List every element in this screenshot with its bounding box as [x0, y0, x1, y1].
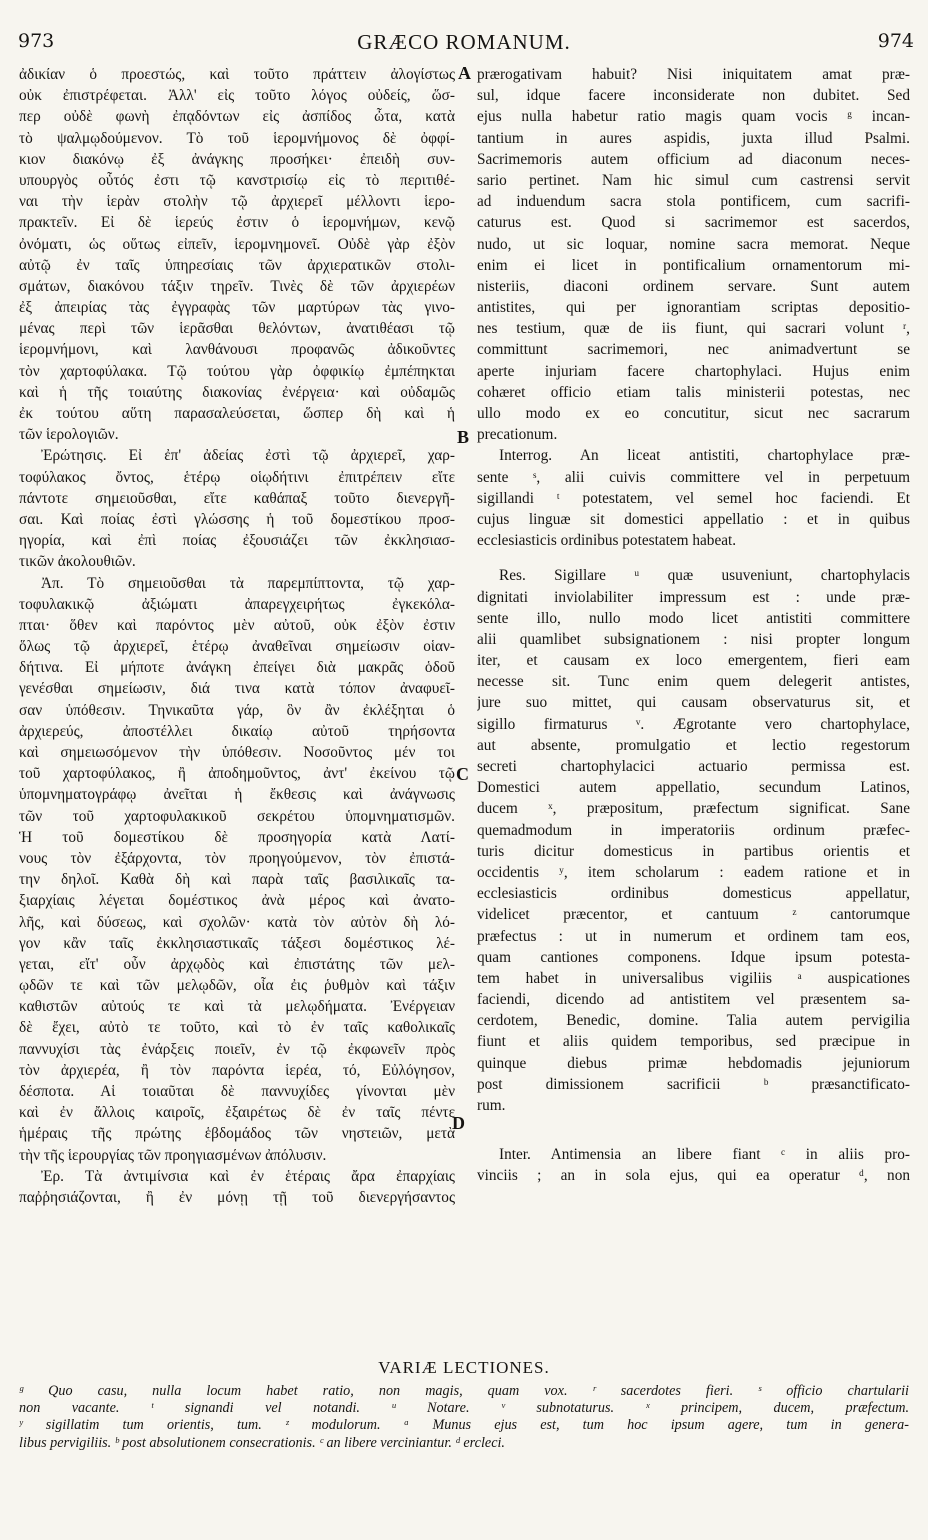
greek-text-line: πται· ὅθεν καὶ παρόντος μὲν αὐτοῦ, οὐκ ἐξὸν ἐστιν: [19, 616, 455, 634]
latin-text-line: ullo modo ex eo concutitur, sicut nec sacrarum: [477, 405, 910, 422]
latin-text-line: dignitati inviolabiliter impressum est : unde præ-: [477, 588, 910, 606]
greek-text-line: τοῦ χαρτοφύλακος, ἢ ἀποδημοῦντος, ἀντ' ἐκείνου τῷ: [19, 765, 455, 783]
greek-text-line: νους τὸν ἐξάρχοντα, τὸν προηγούμενον, τὸν ἐπιστά-: [19, 849, 455, 867]
greek-text-line: τοφύλακος ὄντος, ἑτέρῳ οἱῳδήτινι ἐπιτρέπειν εἴτε: [19, 468, 455, 486]
greek-text-line: σαν ὑπόθεσιν. Τηνικαῦτα γάρ, ὃν ἂν ἐκλέξηται ὁ: [19, 701, 455, 719]
greek-text-line: δὲ ἔχει, αὐτὸ τε τοῦτο, καὶ τὸ ἐν ταῖς καθολικαῖς: [19, 1019, 455, 1037]
variant-readings-title: VARIÆ LECTIONES.: [378, 1358, 550, 1377]
latin-text-line: Inter. Antimensia an libere fiant ᶜ in aliis pro-: [499, 1146, 910, 1164]
margin-marker-d: D: [452, 1113, 465, 1133]
latin-text-line: aperte injuriam facere chartophylaci. Hujus enim: [477, 362, 910, 380]
left-page-number: 973: [18, 30, 55, 52]
variant-note-line: non vacante. ᵗ signandi vel notandi. ᵘ Notare. ᵛ subnotaturus. ˣ principem, ducem, præfectum.: [19, 1400, 909, 1417]
latin-text-line: nisteriis, diaconi ordinem servare. Sunt autem: [477, 277, 910, 295]
margin-marker-b: B: [457, 427, 470, 447]
variant-readings-notes: [19, 1383, 909, 1452]
margin-marker-c: C: [456, 764, 469, 784]
latin-text-line: ecclesiasticis ordinibus potestatem habeat.: [477, 532, 737, 550]
greek-text-line: Ἡ τοῦ δομεστίκου δὲ προσηγορία κατὰ Λατί-: [19, 828, 455, 846]
greek-text-line: ηγορία, καὶ ἐπὶ ποίας ἐξουσιάζει τῶν ἐκκλησιασ-: [19, 532, 455, 550]
greek-text-line: τῶν τοῦ χαρτοφυλακικοῦ σεκρέτου ὑπομνηματισμῶν.: [19, 807, 455, 825]
greek-text-line: τὸ ψαλμῳδούμενον. Τὸ τοῦ ἱερομνήμονος δὲ ὀφφί-: [19, 129, 455, 147]
latin-text-line: occidentis ʸ, item scholarum : eadem ratione et in: [477, 863, 910, 881]
latin-text-line: jure suo mittet, qui causam observaturus sit, et: [477, 694, 910, 712]
greek-text-line: τῶν ἱερολογιῶν.: [19, 426, 119, 444]
greek-text-line: παῤῥησιάζονται, ἢ ἐν μόνῃ τῇ τοῦ διενεργήσαντος: [19, 1188, 455, 1206]
latin-text-line: quam cantiones componens. Idque ipsum potesta-: [477, 948, 910, 966]
latin-text-line: sigillo firmaturus ᵛ. Ægrotante vero chartophylace,: [477, 715, 910, 733]
variant-note-line: ʸ sigillatim tum orientis, tum. ᶻ modulorum. ᵃ Munus ejus est, tum hoc ipsum agere, tum in genera-: [19, 1417, 909, 1434]
latin-text-line: necesse sit. Tunc enim quem delegerit antistes,: [477, 673, 910, 691]
latin-text-line: post dimissionem sacrificii ᵇ præsanctificato-: [477, 1075, 910, 1093]
latin-text-line: sigillandi ᵗ potestatem, vel semel hoc faciendi. Et: [477, 489, 910, 507]
greek-text-line: ἐξ ἀπειρίας τὰς ἐγγραφὰς τῶν μαρτύρων τὰς γινο-: [19, 299, 455, 317]
latin-text-line: nudo, ut sic loquar, nomine sacra memorat. Neque: [477, 235, 910, 253]
greek-text-line: γον κἂν ταῖς ἐκκλησιαστικαῖς τάξεσι δομέστικος λέ-: [19, 934, 455, 952]
greek-text-line: δέσποτα. Αἱ τοιαῦται δὲ παννυχίδες γίνονται μὲν: [19, 1083, 455, 1100]
latin-text-line: antistites, qui per ignorantiam scriptas depositio-: [477, 299, 910, 317]
greek-text-line: την δηλοῖ. Καθὰ δὴ καὶ παρὰ ταῖς βασιλικαῖς τα-: [19, 871, 455, 889]
greek-text-line: ὅλως τῷ ἀρχιερεῖ, ἑτέρῳ ἀναθεῖναι σημείωσιν οἱαν-: [19, 638, 455, 656]
greek-text-line: Ἐρ. Τὰ ἀντιμίνσια καὶ ἐν ἑτέραις ἄρα ἐπαρχίαις: [41, 1167, 455, 1185]
greek-text-line: τὸν χαρτοφύλακα. Τῷ τούτου γὰρ ὀφφικίῳ ἐμπέπηκται: [19, 362, 455, 380]
latin-text-line: faciendi, dicendo ad antistitem vel præsentem sa-: [477, 991, 910, 1009]
latin-text-line: alii quamlibet subsignationem : nisi propter longum: [477, 630, 910, 648]
latin-text-line: vinciis ; an in sola ejus, qui ea operatur ᵈ, non: [477, 1167, 910, 1185]
greek-text-line: ἀρχιερεύς, ἀποστέλλει δικαίῳ αὐτοῦ τηρήσοντα: [19, 722, 455, 740]
greek-text-line: υπουργὸς οὗτός ἐστι τῷ κανστρισίῳ εἰς τὸ περιτιθέ-: [19, 171, 455, 189]
greek-text-line: πρακτεῖν. Εἰ δὲ ἱερεύς ἐστιν ὁ ἱερομνήμων, κενῷ: [19, 214, 455, 232]
greek-text-line: τὴν τῆς ἱερουργίας τῶν προηγιασμένων ἀπόλυσιν.: [19, 1146, 327, 1164]
latin-text-line: quinque diebus primæ hebdomadis jejuniorum: [477, 1054, 910, 1072]
right-page-number: 974: [877, 30, 914, 52]
latin-text-line: cohæret officio etiam talis ministerii potestas, nec: [477, 383, 910, 401]
latin-gap: [477, 1116, 910, 1130]
latin-text-line: sente ˢ, alii cuivis committere vel in perpetuum: [477, 468, 910, 486]
latin-text-line: quemadmodum in imperatoriis ordinum præfec-: [477, 821, 910, 839]
greek-text-line: ὑπομνηματογράφῳ ἀνεῖται ἡ ἔκθεσις καὶ ἀνάγνωσις: [19, 786, 455, 804]
greek-text-line: λῆς, καὶ δύσεως, καὶ σχολῶν· κατὰ τὸν αὐτὸν δὴ λό-: [19, 913, 455, 931]
greek-text-line: ὀνόματι, ὡς οὕτως εἰπεῖν, ἱερομνημονεῖ. Οὐδὲ γὰρ ἐξὸν: [19, 235, 455, 253]
page-header: [0, 30, 928, 58]
latin-text-line: sul, idque facere inconsiderate non dubitet. Sed: [477, 87, 910, 105]
latin-text-line: Domestici autem appellatio, secundum Latinos,: [477, 779, 910, 797]
greek-text-line: κιον διακόνῳ ἐξ ἀνάγκης προσήκει· ἐπειδὴ συν-: [19, 150, 455, 168]
greek-text-line: ξιαρχίαις λέγεται δομέστικος ἀνὰ μέρος καὶ ἀνατο-: [19, 892, 455, 910]
greek-text-line: οὐκ ἐπιστρέφεται. Ἀλλ' εἰς τοῦτο λόγος οὐδείς, ὥσ-: [19, 87, 455, 105]
latin-text-line: caturus est. Quod si sacrimemor est sacerdos,: [477, 214, 910, 232]
latin-text-line: nes testium, quæ de iis fiunt, qui sacrari volunt ʳ,: [477, 320, 910, 338]
latin-text-line: turis dicitur domesticus in partibus orientis et: [477, 842, 910, 860]
greek-text-line: ἀδικίαν ὁ προεστώς, καὶ τοῦτο πράττειν ἀλογίστως: [19, 66, 455, 83]
greek-text-line: ἱερομνήμονι, καὶ λανθάνουσι προφανῶς ἀδικοῦντες: [19, 341, 455, 359]
greek-text-line: καὶ σημειωσόμενον τὴν ὑπόθεσιν. Νοσοῦντος μέν τοι: [19, 744, 455, 761]
latin-gap: [477, 1130, 910, 1144]
latin-text-line: sente illo, nullo modo licet antistiti committere: [477, 609, 910, 627]
latin-text-line: rum.: [477, 1097, 506, 1114]
latin-text-line: Sacrimemoris autem officium ad diaconum neces-: [477, 150, 910, 168]
latin-text-line: ejus nulla habetur ratio magis quam vocis ᵍ incan-: [477, 108, 910, 126]
greek-text-line: καθιστῶν αὐτούς τε καὶ τὰ μελῳδήματα. Ἐνέργειαν: [19, 998, 455, 1016]
greek-column: [19, 64, 455, 1208]
latin-text-line: ecclesiasticis ordinibus domesticus appellatur,: [477, 885, 910, 903]
greek-text-line: παννυχίσι τὰς ἐνάρξεις ποιεῖν, ἐν τῷ ἐκφωνεῖν πρὸς: [19, 1040, 455, 1058]
latin-text-line: fiunt et aliis quidem temporibus, sed præcipue in: [477, 1033, 910, 1051]
latin-text-line: prærogativam habuit? Nisi iniquitatem amat præ-: [477, 66, 910, 83]
greek-text-line: καὶ ἡ τῆς τοιαύτης διακονίας ἐνέργεια· καὶ οὐδαμῶς: [19, 383, 455, 401]
latin-text-line: committunt sacrimemori, nec animadvertunt se: [477, 341, 910, 359]
greek-text-line: τικῶν ἀκολουθιῶν.: [19, 553, 136, 571]
latin-text-line: aut absente, promulgatio et lectio regestorum: [477, 736, 910, 754]
greek-text-line: σαι. Καὶ ποίας ἐστὶ γλώσσης ἡ τοῦ δομεστίκου προσ-: [19, 510, 455, 528]
latin-text-line: precationum.: [477, 426, 558, 444]
greek-text-line: Ἐρώτησις. Εἰ ἐπ' ἀδείας ἐστὶ τῷ ἀρχιερεῖ, χαρ-: [41, 447, 455, 465]
latin-gap: [477, 551, 910, 565]
latin-text-line: ad induendum sacra stola pontificem, cum sacrifi-: [477, 193, 910, 211]
greek-text-line: αὐτῷ ἐν ταῖς ὑπηρεσίαις τῶν ἀρχιερατικῶν στολι-: [19, 256, 455, 274]
variant-note-line: ᵍ Quo casu, nulla locum habet ratio, non magis, quam vox. ʳ sacerdotes fieri. ˢ officio chartularii: [19, 1383, 909, 1399]
greek-text-line: καὶ ἐν ἄλλοις καιροῖς, ἐξαιρέτως δὲ ἐν ταῖς πέντε: [19, 1104, 455, 1122]
greek-text-line: πάντοτε σημειοῦσθαι, εἴτε καθάπαξ τοῦτο διενεργῆ-: [19, 489, 455, 507]
latin-text-line: enim ei licet in pontificalium ornamentorum mi-: [477, 256, 910, 274]
latin-text-line: præfectus : ut in numerum et ordinem tam eos,: [477, 927, 910, 945]
latin-column: [477, 64, 910, 1187]
greek-text-line: τοφυλακικῷ ἀξιώματι ἀπαρεγχειρήτως ἐγκεκόλα-: [19, 595, 455, 613]
running-title: GRÆCO ROMANUM.: [357, 30, 571, 54]
greek-text-line: δήτινα. Εἰ μήποτε ἀνάγκη ἐπείγει διὰ μακρᾶς ὁδοῦ: [19, 659, 455, 677]
greek-text-line: ῳδῶν τε καὶ τῶν μελῳδῶν, οἷα ἐις ῥυθμὸν καὶ τάξιν: [19, 977, 455, 995]
latin-text-line: cerdotem, Benedic, domine. Talia autem pervigilia: [477, 1012, 910, 1030]
greek-text-line: γενέσθαι σημείωσιν, διά τινα κατὰ τόπον ἀναφυεῖ-: [19, 680, 455, 698]
variant-note-line: libus pervigiliis. ᵇ post absolutionem consecrationis. ᶜ an libere verciniantur. ᵈ ercleci.: [19, 1434, 505, 1451]
latin-text-line: tem habet in universalibus vigiliis ᵃ auspicationes: [477, 969, 910, 987]
latin-text-line: secreti chartophylacici actuario permissa est.: [477, 758, 910, 775]
latin-text-line: sario pertinet. Nam hic simul cum castrensi servit: [477, 171, 910, 189]
greek-text-line: τὸν ἀρχιερέα, ἢ τὸν παρόντα ἱερέα, τό, Εὐλόγησον,: [19, 1061, 455, 1079]
greek-text-line: ἡμέραις τῆς πρώτης ἑβδομάδος τῶν νηστειῶν, μετὰ: [19, 1125, 455, 1143]
greek-text-line: περ οὐδὲ φωνὴ ἐπᾳδόντων εἰς ἀσπίδος ὦτα, κατὰ: [19, 108, 455, 126]
latin-text-line: Interrog. An liceat antistiti, chartophylace præ-: [499, 447, 910, 465]
latin-text-line: videlicet præcentor, et cantuum ᶻ cantorumque: [477, 906, 910, 924]
margin-marker-a: A: [458, 63, 471, 83]
greek-text-line: γεται, εἴτ' οὖν ἀρχῳδὸς καὶ ἐπιστάτης τῶν μελ-: [19, 955, 455, 973]
latin-text-line: Res. Sigillare ᵘ quæ usuveniunt, chartophylacis: [499, 567, 910, 585]
latin-text-line: iter, et causam ex loco emergentem, fieri eam: [477, 652, 910, 670]
greek-text-line: Ἀπ. Τὸ σημειοῦσθαι τὰ παρεμπίπτοντα, τῷ χαρ-: [41, 574, 455, 592]
greek-text-line: ναι τὴν ἱερὰν στολὴν τῷ ἀρχιερεῖ μέλλοντι ἱερο-: [19, 193, 455, 211]
greek-text-line: ἐκ τούτου αὕτη παρασαλεύσεται, ὥσπερ δὴ καὶ ἡ: [19, 405, 455, 422]
greek-text-line: σμάτων, διακόνου τάξιν τηρεῖν. Τινὲς δὲ τῶν ἀρχιερέων: [19, 277, 455, 295]
latin-text-line: cujus linguæ sit domestici appellatio : et in quibus: [477, 510, 910, 528]
greek-text-line: μένας περὶ τῶν ἱερᾶσθαι θελόντων, ἀνατιθέασι τῷ: [19, 320, 455, 338]
latin-text-line: ducem ˣ, præpositum, præfectum significat. Sane: [477, 800, 910, 818]
latin-text-line: tantium in aures aspidis, juxta illud Psalmi.: [477, 129, 910, 147]
